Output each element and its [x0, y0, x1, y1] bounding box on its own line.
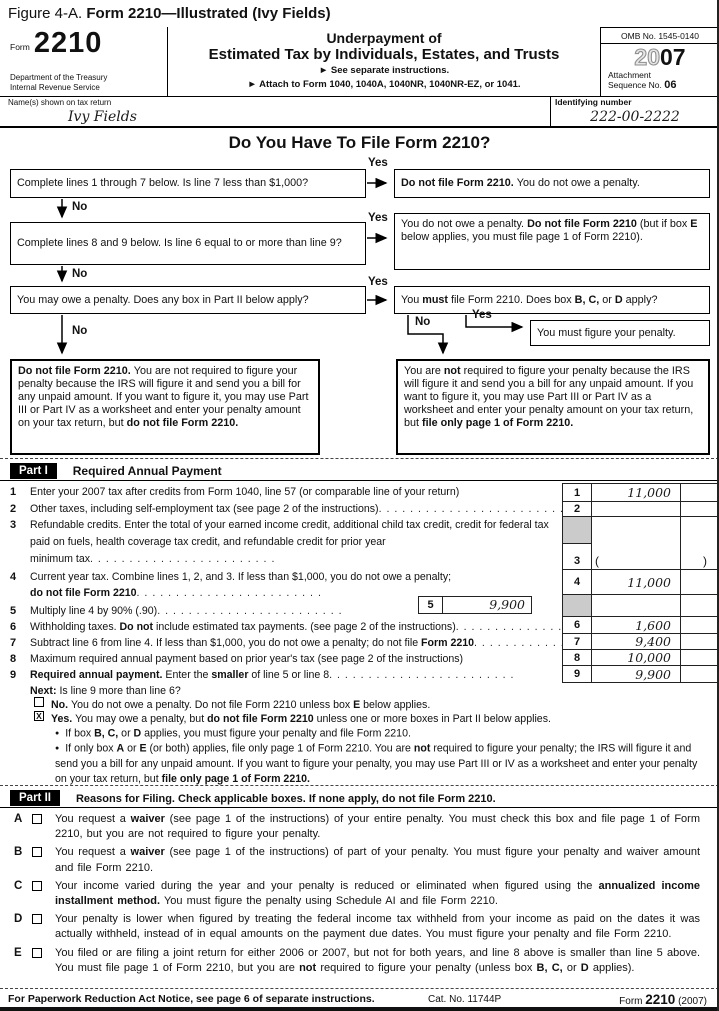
part-2-section [0, 785, 719, 988]
grid-line-8-number: 8 [562, 650, 592, 665]
line-4-amount-field[interactable]: 11,000 [627, 574, 671, 590]
box-c-text: Your income varied during the year and your penalty is reduced or eliminated when figured using the annualized income installment method. You must figure the penalty using Schedule AI and file Form 2210. [55, 879, 700, 908]
line-3-number: 3 [10, 519, 17, 531]
flowchart-final-right-box: You are not required to figure your penalty because the IRS will figure it and send you a bill for any unpaid amount. If you want to figure it, you may use Part III or Part IV as a worksheet and enter your penalty amount on your tax return, but file only page 1 of Form 2210. [396, 359, 710, 455]
figure-title-main: Form 2210—Illustrated (Ivy Fields) [86, 5, 331, 22]
grid-row-4 [562, 570, 719, 595]
attachment-word: Attachment [608, 70, 651, 80]
box-b-text: You request a waiver (see page 1 of the instructions) of part of your penalty. You must figure your penalty and waiver amount and file Form 2210. [55, 846, 700, 874]
line-1-row [10, 484, 562, 500]
grid-line-1-number: 1 [562, 484, 592, 501]
dot-leader [329, 667, 562, 683]
line-3-text-last: minimum tax [30, 553, 91, 565]
line-1-number: 1 [10, 486, 17, 498]
line-4-text-last: do not file Form 2210 [30, 587, 137, 599]
flowchart-answer-1: Do not file Form 2210. You do not owe a penalty. [394, 169, 710, 198]
figure-title [8, 5, 331, 22]
flowchart-answer-3: You must file Form 2210. Does box B, C, or D apply? [394, 286, 710, 314]
box-e-letter: E [14, 946, 22, 959]
line-1-text: Enter your 2007 tax after credits from Form 1040, line 57 (or comparable line of your return) [30, 486, 460, 498]
inline-line-5-number: 5 [419, 597, 443, 613]
flowchart-final-left-box: Do not file Form 2210. You are not required to figure your penalty because the IRS will figure it and send you a bill for any unpaid amount. If you want to figure it, you may use Part III or Part IV as a worksheet and enter your penalty amount on your tax return, but do not file Form 2210. [10, 359, 320, 455]
agency-block [10, 73, 107, 92]
line-7-amount-field[interactable]: 9,400 [635, 634, 671, 649]
dot-leader [157, 603, 415, 619]
grid-line-9-number: 9 [562, 666, 592, 682]
box-e-checkbox[interactable] [32, 948, 42, 958]
line-9-number: 9 [10, 669, 17, 681]
line-8-number: 8 [10, 653, 17, 665]
dot-leader [474, 635, 562, 651]
box-c-letter: C [14, 879, 23, 892]
yes-label-right: Yes [472, 309, 492, 321]
footer-form-id [619, 992, 707, 1007]
form-footer [0, 988, 719, 1011]
figure-title-prefix: Figure 4-A. [8, 5, 87, 22]
line-2-cents-cell[interactable] [680, 502, 719, 516]
agency-line-1: Department of the Treasury [10, 73, 108, 82]
grid-row-8 [562, 650, 719, 666]
box-b-item [0, 845, 700, 875]
grid-line-7-number: 7 [562, 634, 592, 649]
box-d-text: Your penalty is lower when figured by treating the federal income tax withheld from your income as paid on the dates it was actually withheld, instead of in equal amounts on the payment due dates. You must figure your penalty and file Form 2210. [55, 913, 700, 941]
box-d-letter: D [14, 913, 23, 926]
next-question: Next: Is line 9 more than line 6? [30, 685, 181, 697]
form-number: 2210 [33, 27, 103, 59]
tax-year-suffix: 07 [660, 44, 686, 70]
taxpayer-row [0, 97, 719, 128]
grid-line-5-shaded [562, 595, 592, 616]
shaded-cell [563, 517, 591, 544]
line-9-cents-cell[interactable] [680, 666, 719, 682]
line-1-amount-field[interactable]: 11,000 [627, 485, 671, 500]
dot-leader [90, 551, 562, 568]
form-title-block [168, 27, 600, 96]
flowchart-figure-penalty-box: You must figure your penalty. [530, 320, 710, 346]
line-8-row [10, 651, 562, 667]
no-checkbox[interactable] [34, 697, 44, 707]
catalog-number: Cat. No. 11744P [428, 994, 502, 1005]
line-5-row [10, 603, 415, 619]
line-2-number: 2 [10, 503, 17, 515]
box-e-item [0, 946, 700, 976]
grid-line-6-number: 6 [562, 617, 592, 633]
next-bullet-2: ● If only box A or E (or both) applies, file only page 1 of Form 2210. You are not required to figure your penalty; the IRS will figure it and send you a bill for any unpaid amount. If you want to figure your penalty, you may use Part III or IV as a worksheet and enter your penalty on your tax return, but file only page 1 of Form 2210. [10, 741, 710, 787]
line-3-row [10, 517, 562, 568]
line-5-amount-field[interactable]: 9,900 [489, 597, 525, 612]
box-b-checkbox[interactable] [32, 847, 42, 857]
line-1-cents-cell[interactable] [680, 484, 719, 501]
line-2-row [10, 501, 562, 517]
flowchart-question-1: Complete lines 1 through 7 below. Is line 7 less than $1,000? [10, 169, 366, 198]
yes-label-3: Yes [368, 276, 388, 288]
line-2-text: Other taxes, including self-employment tax (see page 2 of the instructions) [30, 503, 379, 515]
identifying-number-label: Identifying number [555, 97, 632, 107]
next-yes-text: Yes. You may owe a penalty, but do not file Form 2210 unless one or more boxes in Part II below applies. [51, 713, 551, 725]
flowchart [0, 155, 719, 458]
sequence-number: 06 [664, 79, 677, 91]
name-label: Name(s) shown on tax return [8, 98, 112, 107]
grid-line-3-number: 3 [562, 517, 592, 569]
tax-year-prefix: 20 [634, 44, 660, 70]
no-label-right: No [415, 316, 431, 328]
box-e-text: You filed or are filing a joint return for either 2006 or 2007, but not for both years, and line 8 above is smaller than line 5 above. You must file page 1 of Form 2210, but you are not required to figure your penalty (unless box B, C, or D applies). [55, 946, 700, 974]
footer-form-year: (2007) [675, 996, 707, 1007]
yes-label-2: Yes [368, 212, 388, 224]
box-a-text: You request a waiver (see page 1 of the instructions) of your entire penalty. You must check this box and file page 1 of Form 2210, but you are not required to figure your penalty. [55, 813, 700, 841]
yes-label-1: Yes [368, 157, 388, 169]
box-a-item [0, 812, 700, 842]
box-d-checkbox[interactable] [32, 914, 42, 924]
paperwork-notice: For Paperwork Reduction Act Notice, see page 6 of separate instructions. [8, 993, 375, 1005]
form-title-line-2: Estimated Tax by Individuals, Estates, and Trusts [208, 46, 560, 63]
line-7-row [10, 635, 562, 651]
line-7-text: Subtract line 6 from line 4. If less than $1,000, you do not owe a penalty; do not file Form 2210 [30, 637, 475, 649]
line-3-text: Refundable credits. Enter the total of your earned income credit, additional child tax credit, credit for federal tax paid on fuels, health coverage tax credit, and refundable credit for prior year [30, 519, 549, 548]
line-9-amount-field[interactable]: 9,900 [635, 666, 671, 682]
grid-row-6 [562, 617, 719, 634]
identifying-number-cell [550, 97, 719, 126]
part-2-heading: Reasons for Filing. Check applicable boxes. If none apply, do not file Form 2210. [75, 792, 496, 805]
line-5-number: 5 [10, 605, 17, 617]
no-label-2: No [72, 268, 88, 280]
grid-row-2 [562, 502, 719, 517]
sequence-word: Sequence No. [608, 80, 665, 90]
line-5-text: Multiply line 4 by 90% (.90) [30, 605, 158, 617]
attachment-sequence [601, 70, 719, 90]
line-5-inline-box [418, 596, 532, 614]
form-number-block [0, 27, 168, 96]
flowchart-question-3: You may owe a penalty. Does any box in Part II below apply? [10, 286, 366, 314]
line-4-cents-cell[interactable] [680, 570, 719, 594]
line-6-amount-field[interactable]: 1,600 [635, 617, 671, 633]
tax-year [601, 45, 719, 69]
form-header [0, 27, 719, 97]
form-number-line [10, 29, 167, 57]
grid-row-1 [562, 484, 719, 502]
dot-leader [379, 501, 562, 517]
form-word: Form [10, 42, 30, 52]
footer-form-word: Form [619, 996, 646, 1007]
box-a-checkbox[interactable] [32, 814, 42, 824]
form-title-line-1: Underpayment of [326, 30, 442, 46]
identifying-number-field[interactable]: 222-00-2222 [590, 109, 680, 125]
flowchart-heading: Do You Have To File Form 2210? [228, 133, 491, 152]
line-7-cents-cell[interactable] [680, 634, 719, 649]
grid-line-4-number: 4 [562, 570, 592, 594]
grid-row-7 [562, 634, 719, 650]
agency-line-2: Internal Revenue Service [10, 82, 100, 92]
name-cell [0, 97, 550, 126]
line-8-amount-field[interactable]: 10,000 [627, 650, 671, 665]
line-7-number: 7 [10, 637, 17, 649]
footer-form-number: 2210 [645, 992, 676, 1007]
box-d-item [0, 912, 700, 942]
box-a-letter: A [14, 813, 23, 825]
no-label-3: No [72, 325, 88, 337]
flowchart-question-2: Complete lines 8 and 9 below. Is line 6 equal to or more than line 9? [10, 222, 366, 265]
part-1-section [0, 458, 719, 785]
line-3-cents-cell[interactable]: ) [680, 517, 719, 569]
part-1-bar [0, 461, 719, 481]
next-no-text: No. You do not owe a penalty. Do not file Form 2210 unless box E below applies. [51, 699, 431, 711]
box-c-item [0, 879, 700, 909]
part-1-heading: Required Annual Payment [72, 463, 222, 478]
box-b-letter: B [14, 846, 23, 859]
grid-row-3 [562, 517, 719, 570]
form-instruction-1: ► See separate instructions. [318, 65, 450, 76]
no-label-1: No [72, 201, 88, 213]
line-9-row [10, 667, 562, 683]
line-9-text: Required annual payment. Enter the smaller of line 5 or line 8 [30, 669, 330, 681]
line-8-text: Maximum required annual payment based on prior year's tax (see page 2 of the instructions) [30, 653, 464, 665]
line-2-amount-field[interactable] [592, 502, 680, 516]
grid-row-9 [562, 666, 719, 683]
dot-leader [456, 619, 562, 635]
yes-checkbox[interactable]: X [34, 711, 44, 721]
line-6-text: Withholding taxes. Do not include estimated tax payments. (see page 2 of the instructions) [30, 621, 456, 633]
form-instruction-2: ► Attach to Form 1040, 1040A, 1040NR, 1040NR-EZ, or 1041. [247, 79, 521, 90]
part-2-bar [0, 788, 719, 808]
grid-row-5 [562, 595, 719, 617]
part-1-tag: Part I [10, 463, 57, 479]
line-5-spacer-cell [592, 595, 680, 616]
part-2-items [0, 808, 719, 976]
omb-year-block [600, 27, 719, 96]
next-bullet-1: ● If box B, C, or D applies, you must figure your penalty and file Form 2210. [10, 726, 710, 742]
part-2-tag: Part II [10, 790, 60, 806]
line-4-text: Current year tax. Combine lines 1, 2, and 3. If less than $1,000, you do not owe a penalty; [30, 571, 452, 583]
line-8-cents-cell[interactable] [680, 650, 719, 665]
line-6-row [10, 619, 562, 635]
line-6-number: 6 [10, 621, 17, 633]
line-3-amount-field[interactable]: ( [595, 554, 599, 568]
box-c-checkbox[interactable] [32, 881, 42, 891]
grid-line-2-number: 2 [562, 502, 592, 516]
next-yes-option [10, 711, 710, 727]
line-5-cents-cell [680, 595, 719, 616]
amount-grid [562, 483, 719, 683]
line-4-number: 4 [10, 571, 17, 583]
line-6-cents-cell[interactable] [680, 617, 719, 633]
flowchart-answer-2: You do not owe a penalty. Do not file Form 2210 (but if box E below applies, you must file page 1 of Form 2210). [394, 213, 710, 270]
omb-number: OMB No. 1545-0140 [601, 28, 719, 44]
taxpayer-name-field[interactable]: Ivy Fields [68, 109, 137, 125]
